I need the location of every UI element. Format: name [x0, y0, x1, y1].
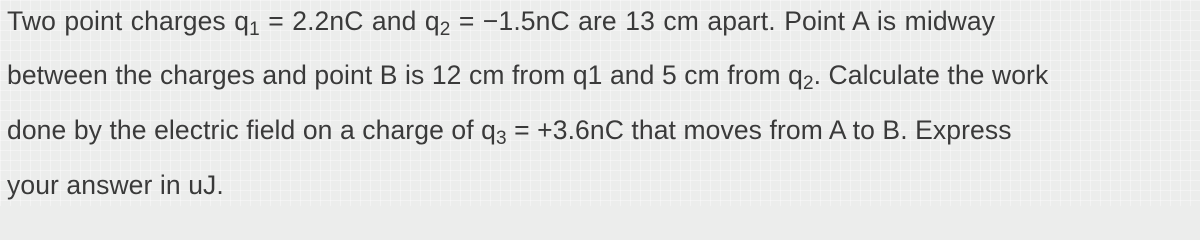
- text-segment: between the charges and point B is 12 cm from q1 and 5 cm from q: [7, 60, 803, 90]
- text-segment: done by the electric field on a charge of q: [7, 115, 496, 145]
- problem-line-3: [7, 115, 1012, 149]
- text-segment: = +3.6nC that moves from A to B. Express: [506, 115, 1012, 145]
- text-segment: = −1.5nC are 13 cm apart. Point A is midway: [450, 6, 996, 36]
- text-segment: = 2.2nC and q: [259, 6, 440, 36]
- text-segment: . Calculate the work: [813, 60, 1049, 90]
- problem-line-1: [7, 6, 996, 40]
- text-segment: Two point charges q: [7, 6, 250, 36]
- subscript: 3: [495, 128, 507, 149]
- subscript: 2: [439, 19, 451, 40]
- problem-line-4: [7, 172, 224, 199]
- subscript: 1: [249, 19, 260, 40]
- problem-line-2: [7, 60, 1049, 94]
- subscript: 2: [802, 73, 814, 94]
- text-segment: your answer in uJ.: [7, 170, 224, 200]
